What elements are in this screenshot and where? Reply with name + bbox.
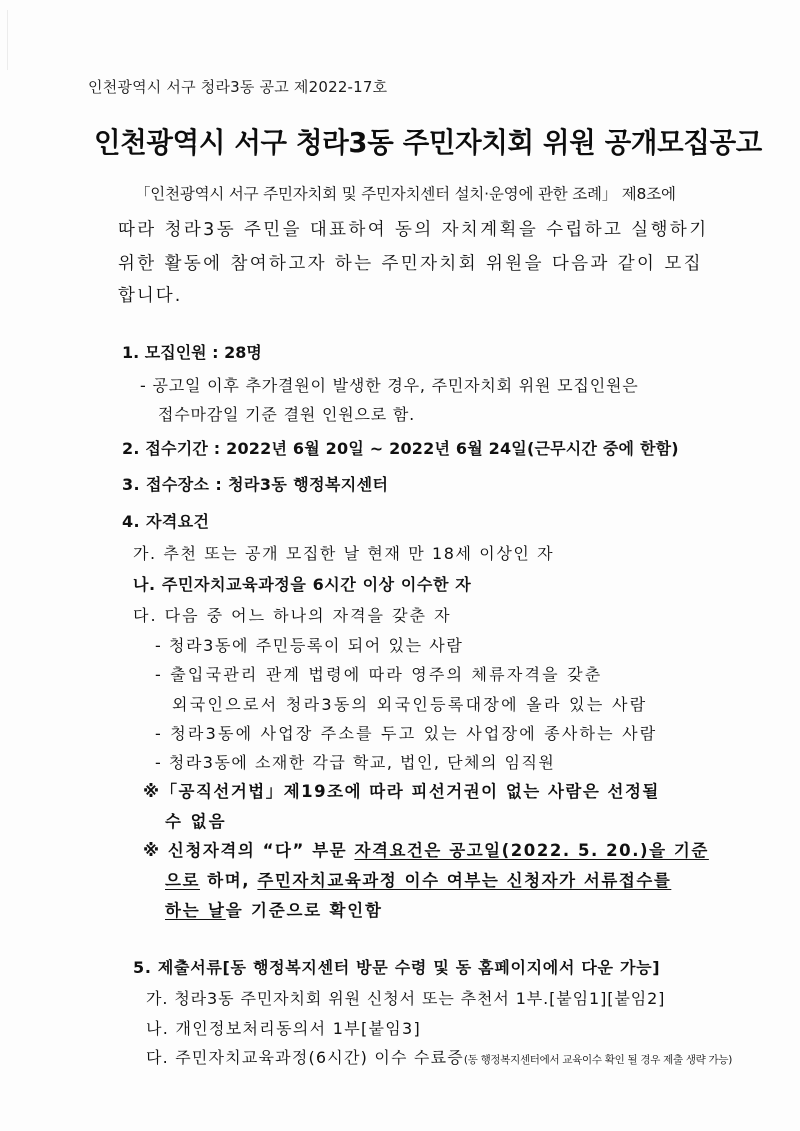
intro-line-1: 「인천광역시 서구 주민자치회 및 주민자치센터 설치·운영에 관한 조례」 제8조에 (135, 185, 676, 203)
section-documents-heading: 5. 제출서류[동 행정복지센터 방문 수령 및 동 홈페이지에서 다운 가능] (133, 958, 661, 977)
qualification-item: 가. 추천 또는 공개 모집한 날 현재 만 18세 이상인 자 (133, 544, 555, 563)
qualification-sub-item: - 출입국관리 관계 법령에 따라 영주의 체류자격을 갖춘 (155, 665, 603, 684)
document-item-note: (동 행정복지센터에서 교육이수 확인 될 경우 제출 생략 가능) (463, 1054, 733, 1066)
note-suffix: 을 기준으로 확인함 (225, 901, 383, 920)
section-recruitment-heading: 1. 모집인원 : 28명 (122, 343, 262, 362)
recruitment-note-line-1: - 공고일 이후 추가결원이 발생한 경우, 주민자치회 위원 모집인원은 (140, 376, 639, 395)
document-item (146, 1050, 732, 1066)
intro-line-3: 위한 활동에 참여하고자 하는 주민자치회 위원을 다음과 같이 모집 (118, 254, 703, 274)
underlined-text: 으로 (165, 871, 200, 890)
document-item-main: 다. 주민자치교육과정(6시간) 이수 수료증 (146, 1048, 464, 1067)
document-item: 가. 청라3동 주민자치회 위원 신청서 또는 추천서 1부.[붙임1][붙임2] (146, 989, 666, 1008)
qualification-basis-note-line-3 (165, 903, 383, 920)
qualification-sub-item-continuation: 외국인으로서 청라3동의 외국인등록대장에 올라 있는 사람 (172, 695, 648, 714)
qualification-basis-note-line-2 (165, 873, 671, 890)
document-item: 나. 개인정보처리동의서 1부[붙임3] (146, 1019, 422, 1038)
qualification-sub-item: - 청라3동에 사업장 주소를 두고 있는 사업장에 종사하는 사람 (155, 724, 658, 743)
section-qualifications-heading: 4. 자격요건 (122, 512, 210, 531)
qualification-sub-item: - 청라3동에 주민등록이 되어 있는 사람 (155, 636, 464, 655)
document-title: 인천광역시 서구 청라3동 주민자치회 위원 공개모집공고 (94, 126, 763, 159)
election-law-note-line-2: 수 없음 (165, 812, 227, 831)
underlined-text: 하는 날 (165, 901, 226, 920)
intro-line-4: 합니다. (118, 286, 183, 306)
recruitment-note-line-2: 접수마감일 기준 결원 인원으로 함. (158, 405, 416, 424)
qualification-sub-item: - 청라3동에 소재한 각급 학교, 법인, 단체의 임직원 (155, 753, 556, 772)
document-number: 인천광역시 서구 청라3동 공고 제2022-17호 (88, 78, 388, 96)
intro-line-2: 따라 청라3동 주민을 대표하여 동의 자치계획을 수립하고 실행하기 (118, 220, 709, 240)
qualification-basis-note-line-1 (143, 843, 709, 860)
section-place-heading: 3. 접수장소 : 청라3동 행정복지센터 (122, 475, 389, 494)
scan-edge-mark (7, 10, 8, 70)
underlined-text: 주민자치교육과정 이수 여부는 신청자가 서류접수를 (257, 871, 672, 890)
note-prefix: ※ 신청자격의 “다” 부문 (143, 841, 355, 860)
section-period-heading: 2. 접수기간 : 2022년 6월 20일 ~ 2022년 6월 24일(근무시간 중에 한함) (122, 439, 679, 458)
qualification-item: 다. 다음 중 어느 하나의 자격을 갖춘 자 (133, 606, 452, 625)
note-middle: 하며, (199, 871, 258, 890)
qualification-item: 나. 주민자치교육과정을 6시간 이상 이수한 자 (133, 575, 472, 594)
election-law-note-line-1: ※「공직선거법」제19조에 따라 피선거권이 없는 사람은 선정될 (143, 782, 660, 801)
underlined-text: 자격요건은 공고일(2022. 5. 20.)을 기준 (354, 841, 709, 860)
